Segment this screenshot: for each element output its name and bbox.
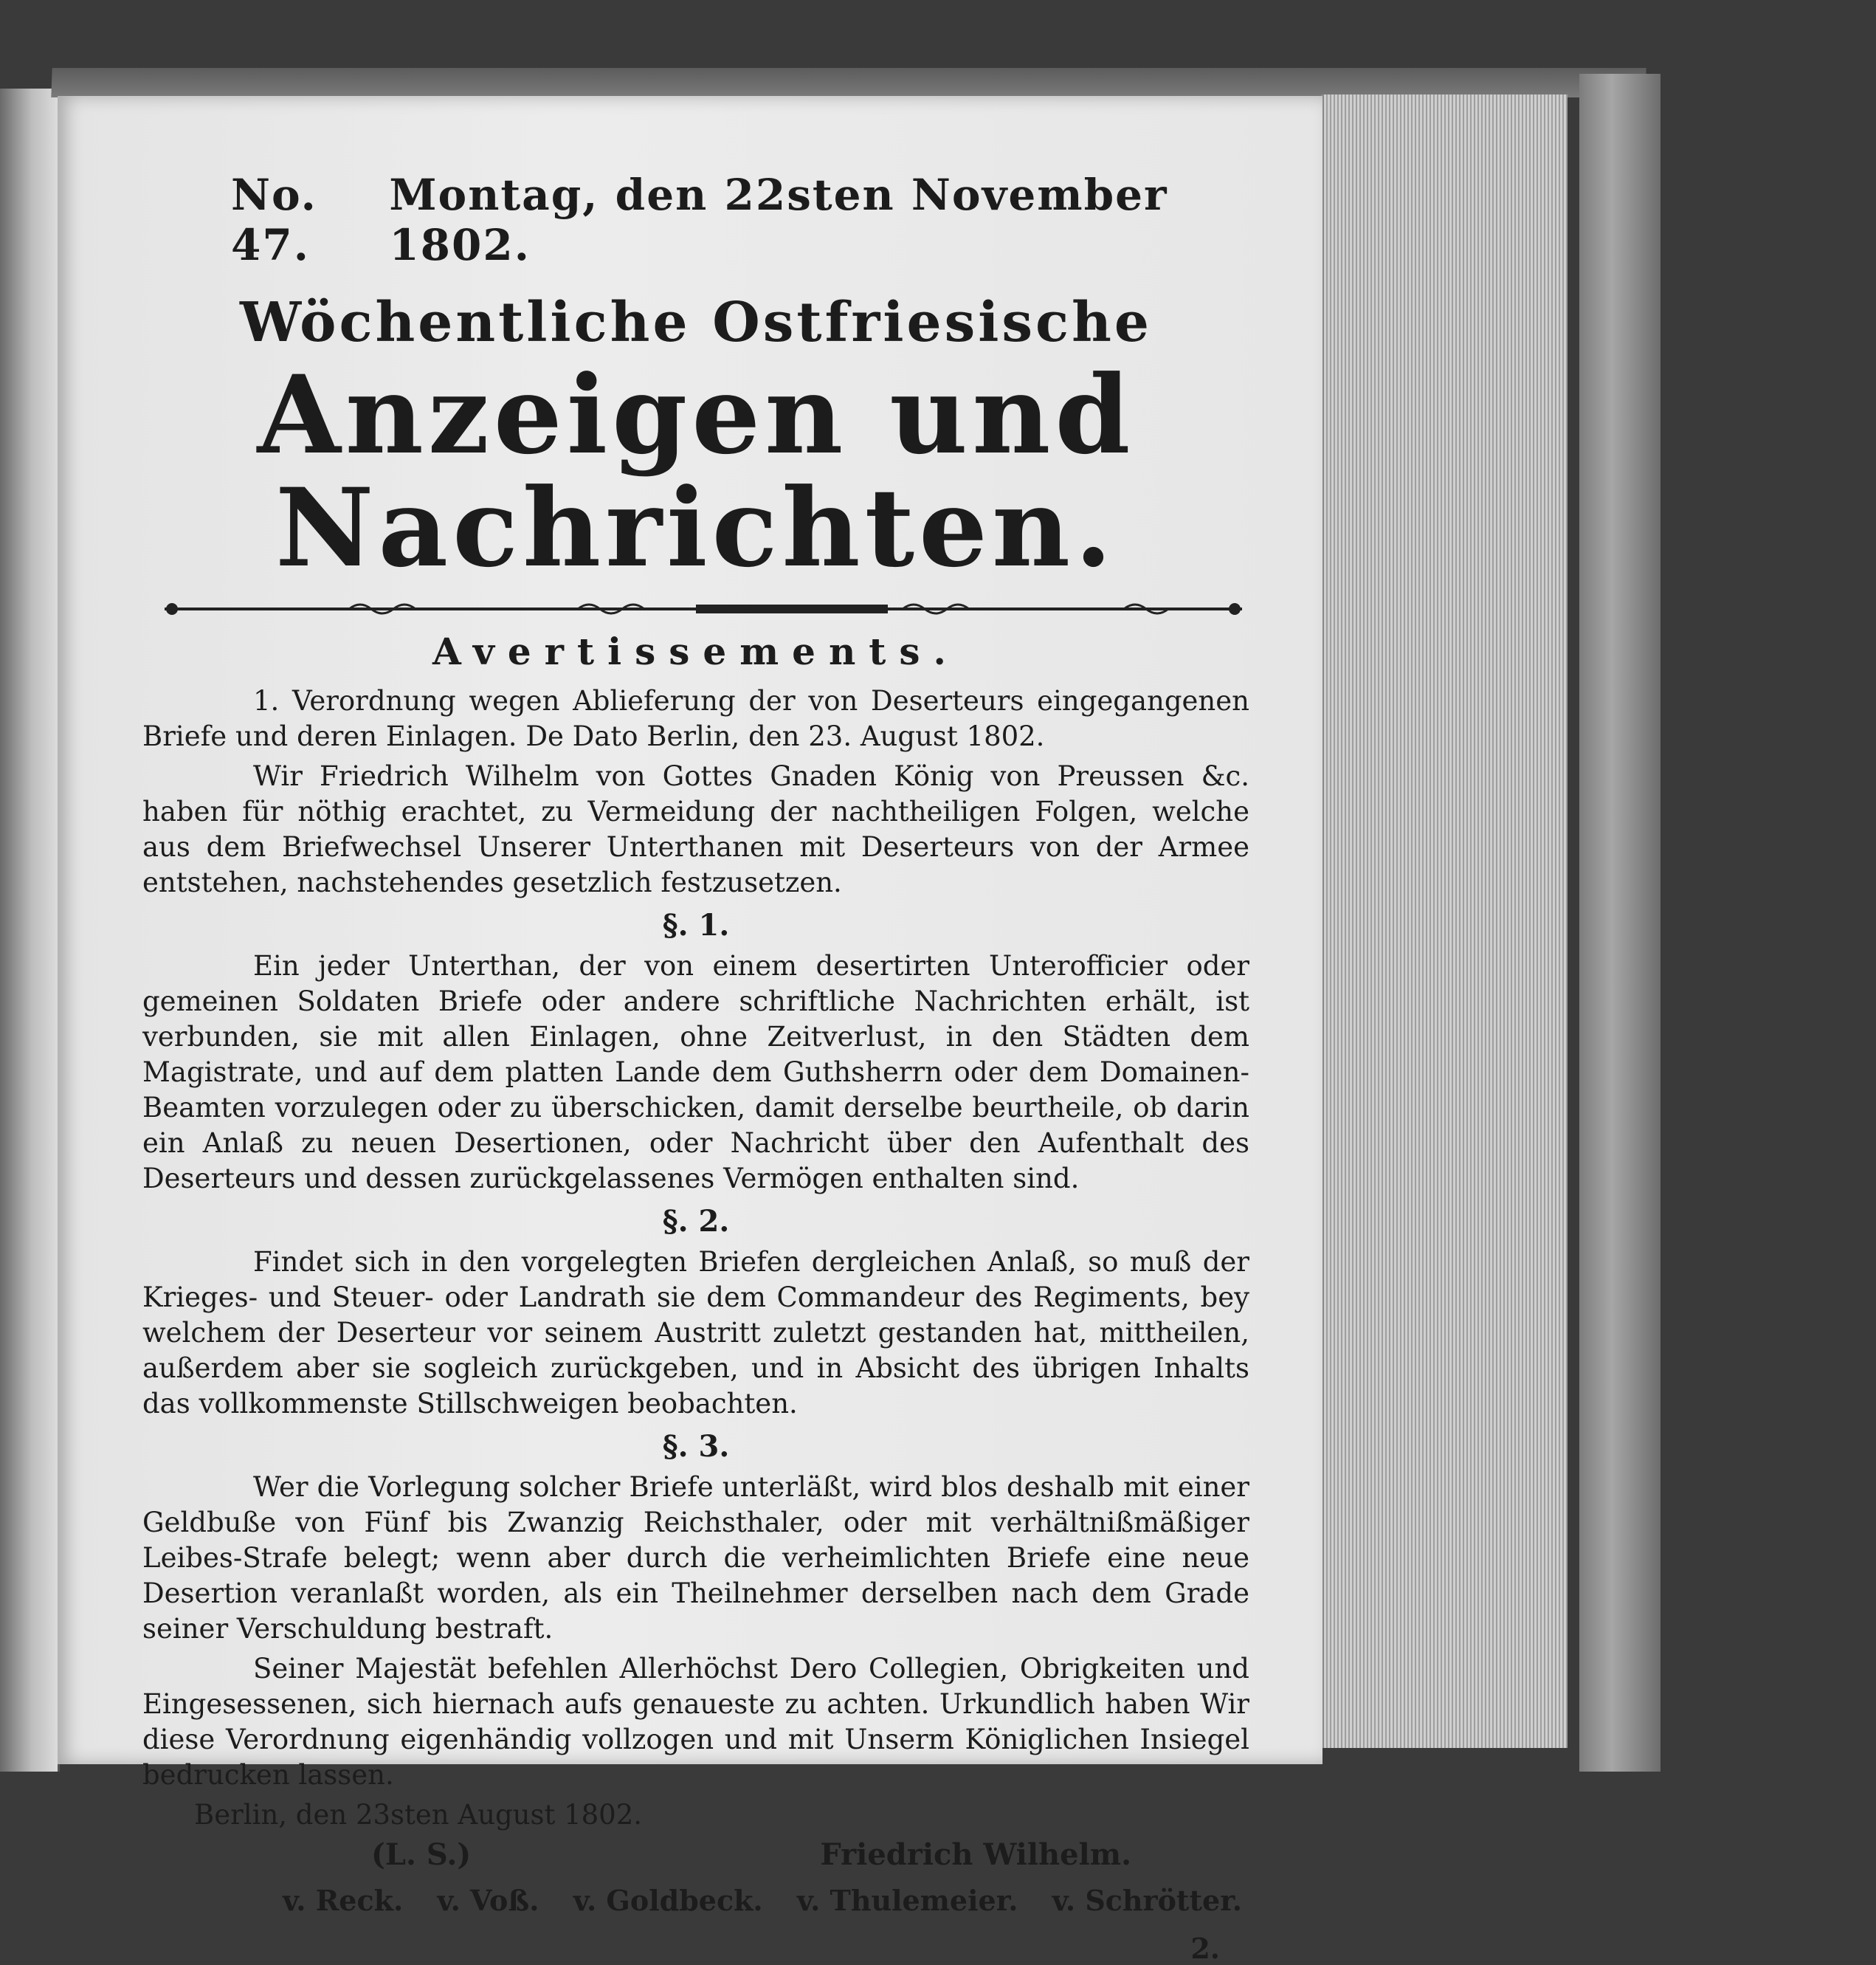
masthead (142, 170, 1249, 270)
paragraph-mark-2: §. 2. (662, 1203, 730, 1239)
preamble: Wir Friedrich Wilhelm von Gottes Gnaden König von Preussen &c. haben für nöthig erachtet, zu Vermeidung der nachtheiligen Folgen, welche aus dem Briefwechsel Unserer Unterthanen mit Deserteurs von der Armee entstehen, nachstehendes gesetzlich festzusetzen. (142, 760, 1249, 898)
paragraph-1: Ein jeder Unterthan, der von einem desertirten Unterofficier oder gemeinen Soldaten Briefe oder andere schriftliche Nachrichten erhält, ist verbunden, sie mit allen Einlagen, ohne Zeitverlust, in den Städten dem Magistrate, und auf dem platten Lande dem Guthsherrn oder dem Domainen-Beamten vorzulegen oder zu überschicken, damit derselbe beurtheile, ob darin ein Anlaß zu neuen Desertionen, oder Nachricht über den Aufenthalt des Deserteurs und dessen zurückgelassenes Vermögen enthalten sind. (142, 949, 1249, 1194)
ornamental-rule (165, 602, 1242, 616)
issue-date: Montag, den 22sten November 1802. (389, 170, 1168, 270)
catchword: 2. (1190, 1931, 1220, 1965)
issue-number: No. 47. (231, 170, 317, 270)
date-line: Berlin, den 23sten August 1802. (194, 1798, 642, 1831)
paragraph-3: Wer die Vorlegung solcher Briefe unterläßt, wird blos deshalb mit einer Geldbuße von Fünf bis Zwanzig Reichsthaler, oder mit verhältnißmäßiger Leibes-Strafe belegt; wenn aber durch die verheimlichten Briefe eine neue Desertion veranlaßt worden, als ein Theilnehmer derselben nach dem Grade seiner Verschuldung bestraft. (142, 1470, 1249, 1645)
minister-signature: v. Thulemeier. (796, 1883, 1018, 1917)
minister-signature: v. Reck. (283, 1883, 404, 1917)
section-heading: Avertissements. (432, 629, 959, 673)
signature: Friedrich Wilhelm. (820, 1837, 1131, 1872)
seal-signature-row (142, 1833, 1249, 1876)
minister-signature: v. Goldbeck. (573, 1883, 763, 1917)
minister-signatures (142, 1876, 1249, 1917)
page-content (142, 170, 1249, 1965)
title-line-2: Anzeigen und Nachrichten. (257, 352, 1135, 592)
seal: (L. S.) (371, 1837, 472, 1872)
closing-paragraph: Seiner Majestät befehlen Allerhöchst Dero Collegien, Obrigkeiten und Eingesessenen, sich hiernach aufs genaueste zu achten. Urkundlich haben Wir diese Verordnung eigenhändig vollzogen und mit Unserm Königlichen Insiegel bedrucken lassen. (142, 1652, 1249, 1791)
left-page-edge (0, 89, 60, 1772)
book-cover-right (1579, 74, 1661, 1772)
newspaper-page (58, 96, 1322, 1965)
paragraph-mark-3: §. 3. (662, 1428, 730, 1464)
minister-signature: v. Voß. (437, 1883, 539, 1917)
title-line-1: Wöchentliche Ostfriesische (240, 291, 1152, 354)
page-block-edge (1321, 94, 1568, 1748)
paragraph-2: Findet sich in den vorgelegten Briefen dergleichen Anlaß, so muß der Krieges- und Steuer- oder Landrath sie dem Commandeur des Regiments, bey welchem der Deserteur vor seinem Austritt zuletzt gestanden hat, mittheilen, außerdem aber sie sogleich zurückgeben, und in Absicht des übrigen Inhalts das vollkommenste Stillschweigen beobachten. (142, 1245, 1249, 1419)
book-cover-top (51, 68, 1646, 97)
paragraph-mark-1: §. 1. (662, 907, 730, 943)
ornament-icon (165, 602, 1242, 616)
minister-signature: v. Schrötter. (1052, 1883, 1242, 1917)
item-heading: 1. Verordnung wegen Ablieferung der von Deserteurs eingegangenen Briefe und deren Einlagen. De Dato Berlin, den 23. August 1802. (142, 684, 1249, 752)
